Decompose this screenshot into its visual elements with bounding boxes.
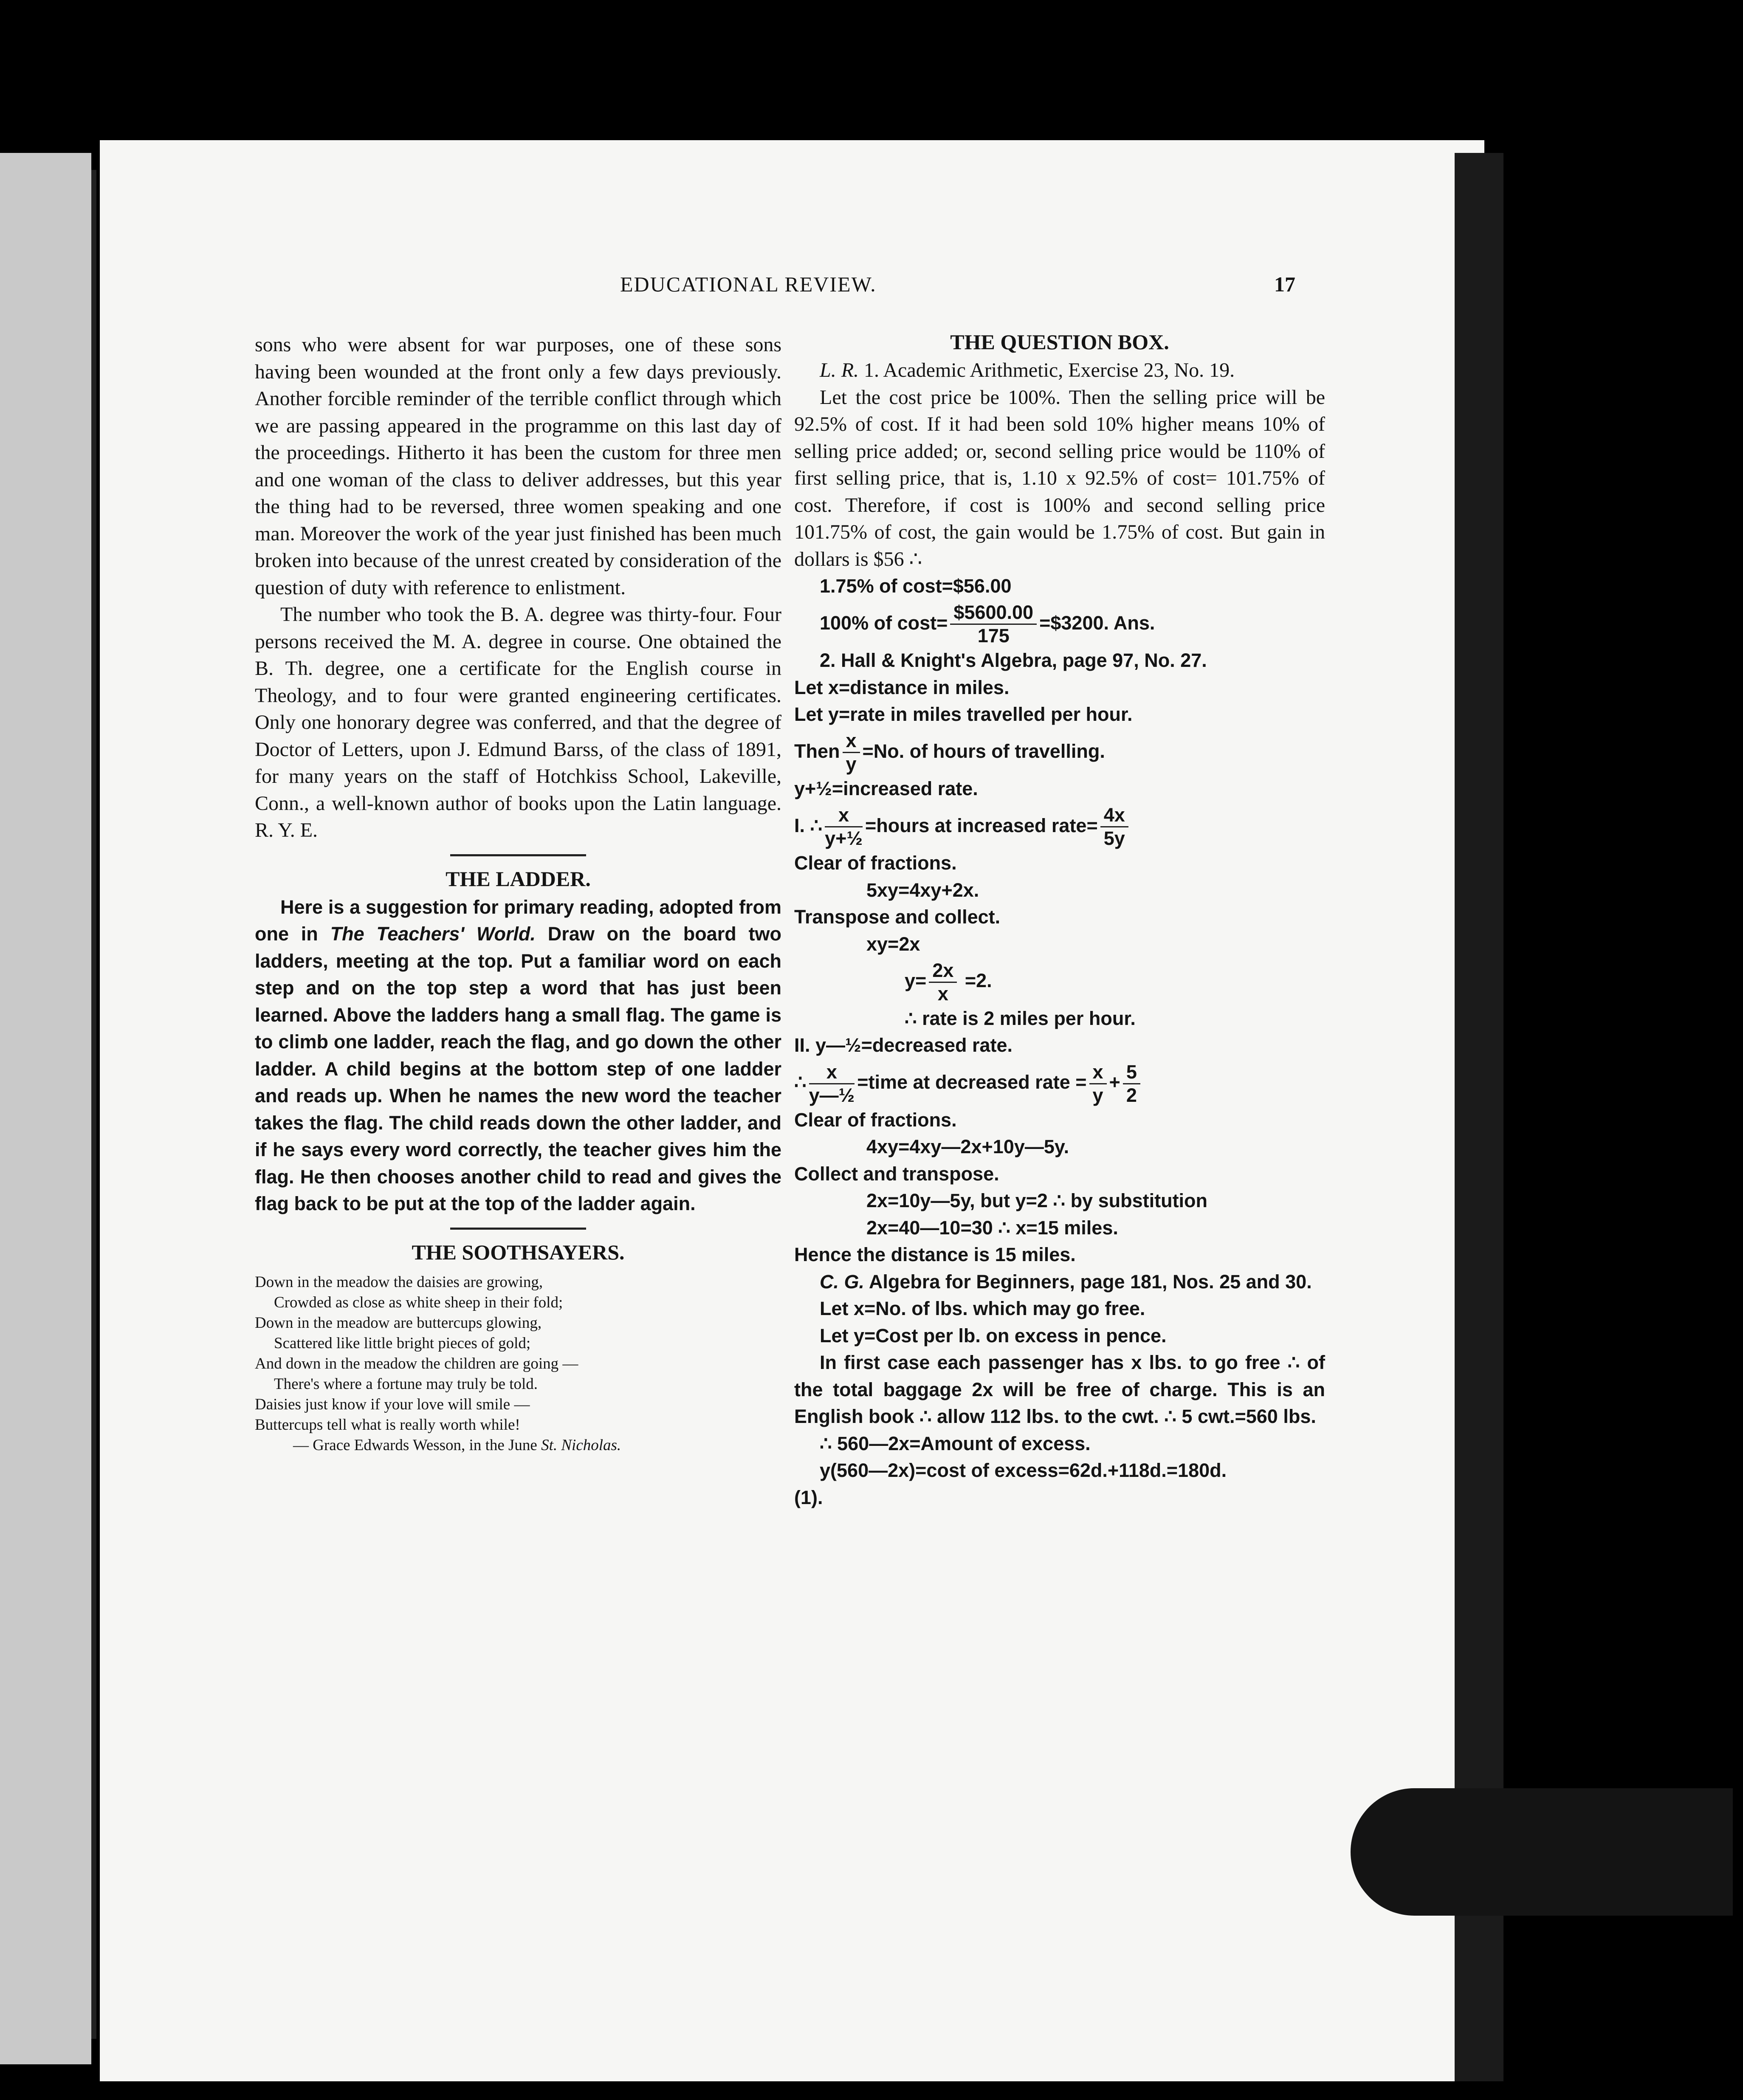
st-nicholas-title: St. Nicholas. [541, 1436, 621, 1454]
denominator: 175 [977, 625, 1010, 647]
math-text: + [1109, 1071, 1120, 1093]
facing-page-gutter [0, 153, 91, 2064]
page-edge-shadow [91, 170, 96, 2039]
fraction [843, 730, 860, 775]
teachers-world-title: The Teachers' World. [330, 923, 536, 945]
math-line: y(560—2x)=cost of excess=62d.+118d.=180d. [820, 1459, 1227, 1482]
page-number: 17 [1274, 272, 1295, 296]
q1-math [794, 573, 1325, 1268]
fraction [1123, 1061, 1140, 1106]
fraction [1089, 1061, 1107, 1106]
math-line: y+½=increased rate. [794, 778, 978, 800]
q3-title: Algebra for Beginners, page 181, Nos. 25 and 30. [864, 1270, 1312, 1293]
math-text: 100% of cost= [820, 612, 948, 634]
math-text: =$3200. Ans. [1039, 612, 1155, 634]
denominator: y [1092, 1084, 1103, 1106]
ladder-heading: THE LADDER. [446, 867, 591, 891]
thumb-shadow [1351, 1788, 1733, 1916]
numerator: x [825, 804, 863, 827]
math-line: Let x=No. of lbs. which may go free. [820, 1298, 1145, 1320]
denominator: y+½ [825, 827, 863, 850]
poem-line: Down in the meadow the daisies are growing, [255, 1273, 543, 1291]
q1-heading [794, 357, 1325, 384]
q1-title: 1. Academic Arithmetic, Exercise 23, No. 19. [859, 359, 1235, 381]
poem-line: And down in the meadow the children are going — [255, 1355, 578, 1372]
math-text: =2. [959, 970, 992, 992]
fraction [1100, 804, 1128, 850]
math-text: =No. of hours of travelling. [862, 740, 1105, 762]
fraction [825, 804, 863, 850]
ladder-text-a: Here is a suggestion for primary reading, adopted from one in [255, 896, 781, 945]
section-rule-2 [450, 1228, 586, 1230]
math-line [794, 802, 1325, 850]
numerator: x [809, 1061, 855, 1084]
math-line: 4xy=4xy—2x+10y—5y. [866, 1136, 1069, 1158]
poem-credit [255, 1435, 781, 1456]
denominator: 2 [1126, 1084, 1137, 1106]
numerator: x [843, 730, 860, 753]
math-line: ∴ rate is 2 miles per hour. [905, 1007, 1136, 1029]
math-line: Let y=rate in miles travelled per hour. [794, 703, 1133, 725]
soothsayers-poem [255, 1272, 781, 1456]
poem-line: Scattered like little bright pieces of gold; [274, 1334, 531, 1352]
convocation-paragraph: sons who were absent for war purposes, one of these sons having been wounded at the front only a few days previously. Another forcible reminder of the terrible conflict through which we are passing appeared in the programme on this last day of the proceedings. Hitherto it has been the custom for three men and one woman of the class to deliver addresses, but this year the thing had to be reversed, three women speaking and one man. Moreover the work of the year just finished has been much broken into because of the unrest created by consideration of the question of duty with reference to enlistment. [255, 333, 781, 599]
q2-heading: 2. Hall & Knight's Algebra, page 97, No. 27. [820, 649, 1207, 672]
math-line: Hence the distance is 15 miles. [794, 1244, 1076, 1266]
ladder-text-b: Draw on the board two ladders, meeting at the top. Put a familiar word on each step and on the top step a word that has just been learned. Above the ladders hang a small flag. The game is to climb one ladder, reach the flag, and go down the other ladder. A child begins at the bottom step of one ladder and reads up. When he names the new word the teacher takes the flag. The child reads down the other ladder, and if he says every word correctly, the teacher gives him the flag. He then chooses another child to read and gives the flag back to be put at the top of the ladder again. [255, 923, 781, 1214]
math-line [794, 1059, 1325, 1106]
q3-paragraph: In first case each passenger has x lbs. to go free ∴ of the total baggage 2x will be free of charge. This is an English book ∴ allow 112 lbs. to the cwt. ∴ 5 cwt.=560 lbs. [794, 1352, 1325, 1428]
math-line: Let x=distance in miles. [794, 676, 1010, 698]
question-box-heading: THE QUESTION BOX. [950, 330, 1169, 354]
math-line: xy=2x [866, 933, 920, 955]
ladder-paragraph [255, 894, 781, 1217]
credit-text: — Grace Edwards Wesson, in the June [293, 1436, 542, 1454]
math-text: =time at decreased rate = [857, 1071, 1087, 1093]
poem-line: There's where a fortune may truly be told. [274, 1375, 538, 1393]
right-column [794, 327, 1325, 1511]
numerator: 4x [1100, 804, 1128, 827]
degrees-paragraph: The number who took the B. A. degree was thirty-four. Four persons received the M. A. degree in course. One obtained the B. Th. degree, one a certificate for the English course in Theology, and to four were granted engineering certificates. Only one honorary degree was conferred, and that the degree of Doctor of Letters, upon J. Edmund Barss, of the class of 1891, for many years on the staff of Hotchkiss School, Lakeville, Conn., a well-known author of books upon the Latin language. R. Y. E. [255, 603, 781, 841]
math-line: Clear of fractions. [794, 852, 957, 874]
numerator: 2x [929, 960, 957, 983]
numerator: 5 [1123, 1061, 1140, 1084]
math-line: Collect and transpose. [794, 1163, 999, 1185]
q3-section [794, 1268, 1325, 1511]
q3-heading [794, 1268, 1325, 1296]
poem-line: Crowded as close as white sheep in their fold; [274, 1293, 563, 1311]
math-line: 2x=40—10=30 ∴ x=15 miles. [866, 1217, 1118, 1239]
math-line: 2x=10y—5y, but y=2 ∴ by substitution [866, 1190, 1208, 1212]
q1-initials: L. R. [820, 359, 859, 381]
numerator: x [1089, 1061, 1107, 1084]
left-column [255, 331, 781, 1456]
math-line: II. y—½=decreased rate. [794, 1034, 1013, 1056]
math-line: Transpose and collect. [794, 906, 1001, 928]
math-line [794, 728, 1325, 776]
running-title: EDUCATIONAL REVIEW. [620, 272, 877, 296]
poem-line: Daisies just know if your love will smile — [255, 1395, 530, 1413]
q1-solution: Let the cost price be 100%. Then the selling price will be 92.5% of cost. If it had been sold 10% higher means 10% of selling price added; or, second selling price would be 110% of first selling price, that is, 1.10 x 92.5% of cost= 101.75% of cost. Therefore, if cost is 100% and second selling price 101.75% of cost, the gain would be 1.75% of cost. But gain in dollars is $56 ∴ [794, 386, 1325, 570]
math-line: 5xy=4xy+2x. [866, 879, 979, 901]
denominator: y [846, 753, 857, 775]
q3-initials: C. G. [820, 1270, 865, 1293]
math-line: Let y=Cost per lb. on excess in pence. [820, 1324, 1167, 1346]
poem-line: Buttercups tell what is really worth while! [255, 1416, 520, 1434]
denominator: y—½ [809, 1084, 855, 1106]
math-text: I. ∴ [794, 814, 823, 836]
math-line [794, 600, 1325, 647]
ladder-article [255, 894, 781, 1217]
fraction [950, 601, 1037, 647]
section-rule [450, 854, 586, 856]
math-text: Then [794, 740, 840, 762]
math-line: ∴ 560—2x=Amount of excess. [820, 1432, 1091, 1454]
numerator: $5600.00 [950, 601, 1037, 625]
math-text: ∴ [794, 1071, 807, 1093]
denominator: x [937, 982, 948, 1005]
math-line [794, 957, 1325, 1005]
math-line: Clear of fractions. [794, 1109, 957, 1131]
fraction [929, 960, 957, 1005]
poem-line: Down in the meadow are buttercups glowing, [255, 1314, 542, 1332]
math-text: =hours at increased rate= [865, 814, 1098, 836]
soothsayers-heading: THE SOOTHSAYERS. [412, 1240, 625, 1264]
denominator: 5y [1103, 827, 1125, 850]
fraction [809, 1061, 855, 1106]
math-text: y= [905, 970, 927, 992]
math-line: 1.75% of cost=$56.00 [820, 575, 1012, 597]
math-line: (1). [794, 1486, 823, 1508]
